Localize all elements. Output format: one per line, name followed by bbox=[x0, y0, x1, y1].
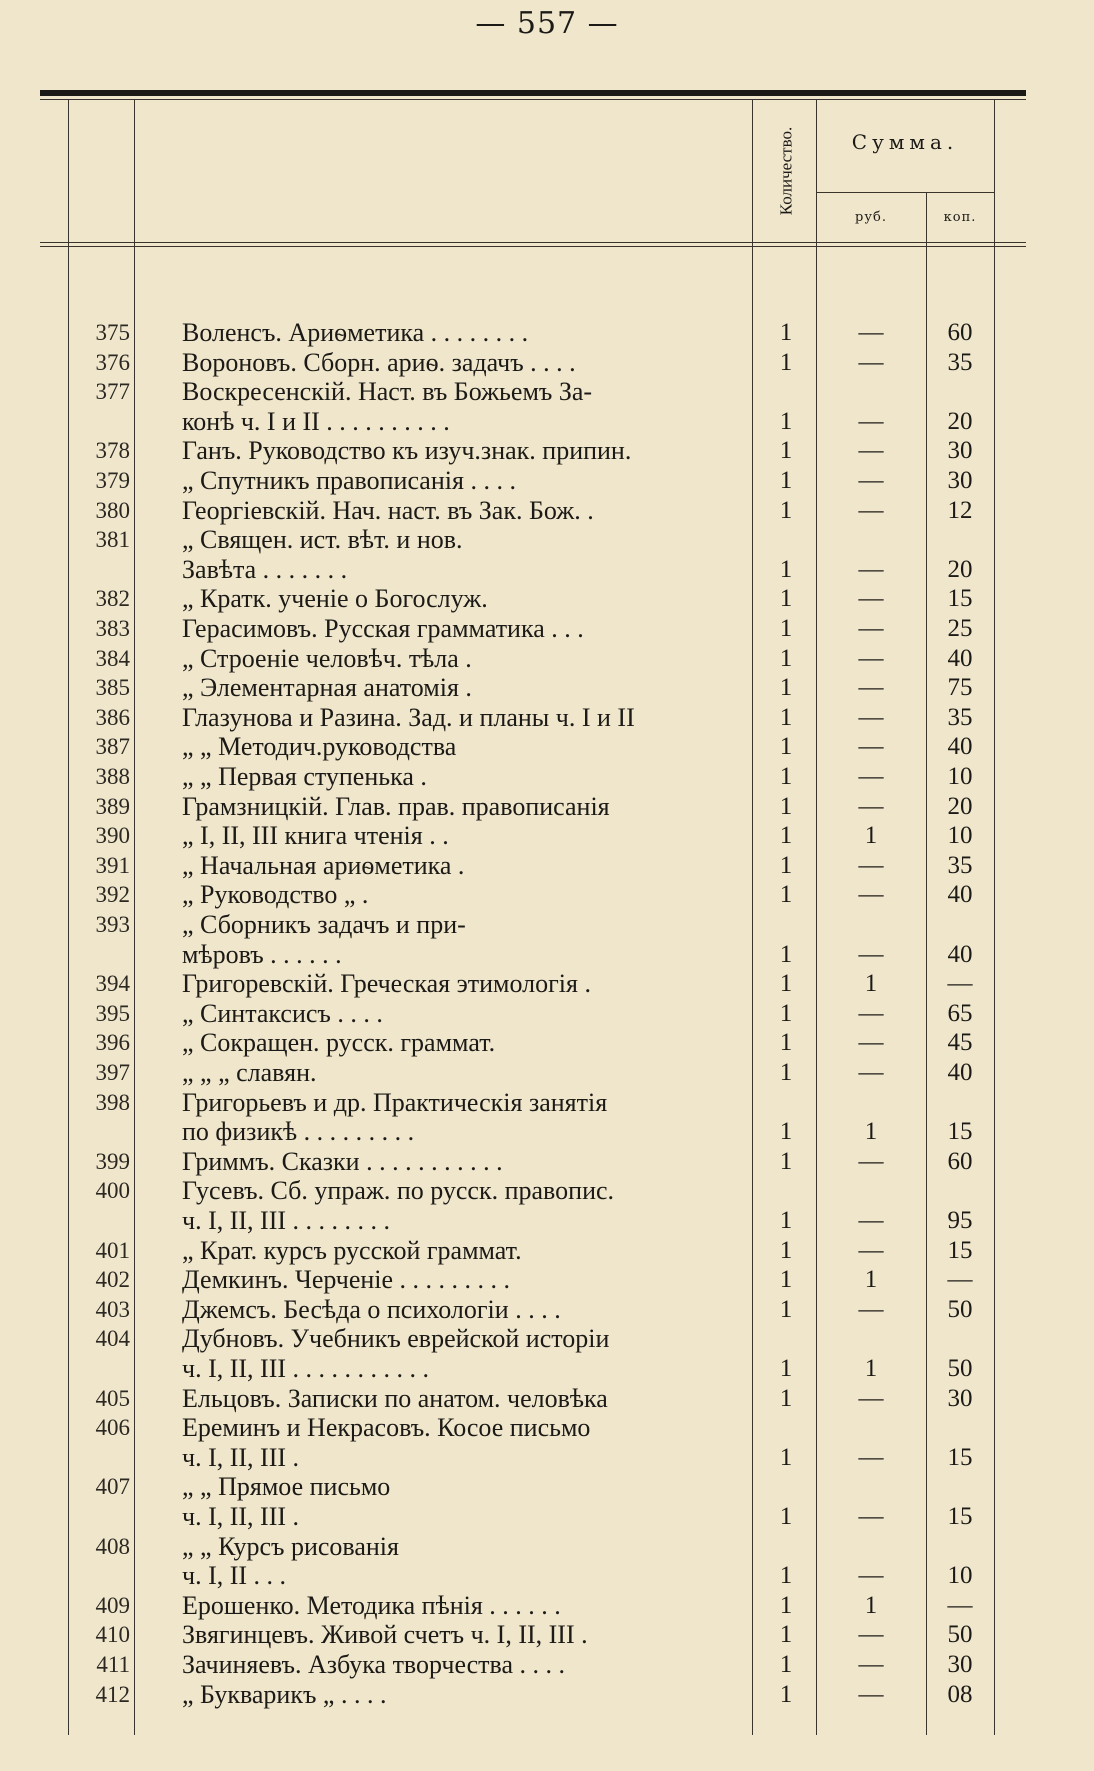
entry-number: 377 bbox=[95, 379, 130, 405]
entry-rub: — bbox=[858, 644, 884, 672]
entry-rub: — bbox=[858, 319, 884, 346]
entry-kop: 40 bbox=[947, 881, 973, 909]
entry-title: Григорьевъ и др. Практическія занятія bbox=[182, 1087, 608, 1117]
entry-kop: 08 bbox=[947, 1680, 973, 1708]
entry-title: „ Крат. курсъ русской граммат. bbox=[182, 1235, 522, 1265]
entry-number: 390 bbox=[95, 823, 130, 849]
catalog-row bbox=[0, 318, 1094, 348]
catalog-row bbox=[0, 1295, 1094, 1325]
entry-title: Григоревскій. Греческая этимологія . bbox=[182, 969, 591, 999]
rub-header: руб. bbox=[855, 210, 887, 225]
entry-rub: — bbox=[858, 733, 884, 761]
entry-rub: — bbox=[858, 615, 884, 642]
entry-rub: 1 bbox=[864, 1591, 878, 1619]
catalog-row bbox=[0, 496, 1094, 526]
entry-number: 388 bbox=[95, 764, 130, 789]
entry-rub: — bbox=[858, 496, 884, 524]
entry-number: 400 bbox=[95, 1178, 130, 1204]
catalog-row bbox=[0, 466, 1094, 496]
entry-quantity: 1 bbox=[779, 1355, 793, 1382]
entry-kop: 65 bbox=[947, 999, 973, 1027]
entry-rub: — bbox=[858, 940, 884, 968]
catalog-row bbox=[0, 1561, 1094, 1591]
catalog-row bbox=[0, 525, 1094, 555]
catalog-row bbox=[0, 1443, 1094, 1473]
entry-kop: 30 bbox=[947, 1651, 973, 1678]
entry-rub: — bbox=[858, 1147, 884, 1175]
entry-kop: 15 bbox=[947, 1236, 973, 1264]
catalog-row bbox=[0, 436, 1094, 466]
entry-title: Воскресенскій. Наст. въ Божьемъ За- bbox=[182, 377, 593, 407]
entry-kop: 30 bbox=[947, 437, 973, 465]
entry-number: 375 bbox=[95, 320, 130, 345]
entry-rub: — bbox=[858, 407, 884, 435]
entry-title: ч. I, II, III . . . . . . . . . . . bbox=[182, 1354, 430, 1383]
entry-kop: 60 bbox=[947, 319, 973, 346]
entry-title: „ „ Методич.руководства bbox=[182, 732, 457, 762]
entry-quantity: 1 bbox=[779, 1651, 793, 1678]
entry-quantity: 1 bbox=[779, 1443, 793, 1471]
entry-title: ч. I, II, III . bbox=[182, 1442, 300, 1472]
entry-title: „ Начальная ариѳметика . bbox=[182, 850, 465, 880]
entry-quantity: 1 bbox=[779, 851, 793, 879]
catalog-row bbox=[0, 999, 1094, 1029]
entry-quantity: 1 bbox=[779, 1029, 793, 1057]
entry-kop: 35 bbox=[947, 851, 973, 879]
catalog-row bbox=[0, 407, 1094, 437]
header-bottom-rule bbox=[40, 242, 1026, 243]
entry-number: 378 bbox=[95, 438, 130, 464]
entry-rub: — bbox=[858, 881, 884, 909]
catalog-row bbox=[0, 1620, 1094, 1650]
catalog-row bbox=[0, 1354, 1094, 1384]
entry-number: 408 bbox=[95, 1533, 130, 1559]
entry-number: 383 bbox=[95, 616, 130, 641]
entry-quantity: 1 bbox=[779, 733, 793, 761]
entry-rub: — bbox=[858, 1295, 884, 1323]
entry-number: 406 bbox=[95, 1415, 130, 1441]
entry-rub: — bbox=[858, 792, 884, 820]
entry-rub: — bbox=[858, 999, 884, 1027]
entry-quantity: 1 bbox=[779, 644, 793, 672]
entry-title: Глазунова и Разина. Зад. и планы ч. I и II bbox=[182, 702, 635, 732]
catalog-row bbox=[0, 1265, 1094, 1295]
entry-number: 396 bbox=[95, 1030, 130, 1056]
entry-quantity: 1 bbox=[779, 999, 793, 1027]
entry-kop: 30 bbox=[947, 1384, 973, 1412]
entry-title: Грамзницкій. Глав. прав. правописанія bbox=[182, 791, 610, 821]
catalog-row bbox=[0, 940, 1094, 970]
entry-title: „ „ Прямое письмо bbox=[182, 1472, 391, 1502]
entry-number: 402 bbox=[95, 1267, 130, 1293]
entry-title: „ I, II, III книга чтенія . . bbox=[182, 821, 449, 851]
entry-rub: — bbox=[858, 348, 884, 376]
entry-kop: 10 bbox=[947, 822, 973, 850]
entry-kop: 20 bbox=[947, 792, 973, 820]
entry-title: Зачиняевъ. Азбука творчества . . . . bbox=[182, 1650, 566, 1679]
top-rule bbox=[40, 90, 1026, 96]
entry-title: Герасимовъ. Русская грамматика . . . bbox=[182, 614, 584, 643]
entry-number: 399 bbox=[95, 1148, 130, 1174]
entry-number: 407 bbox=[95, 1474, 130, 1500]
entry-quantity: 1 bbox=[779, 437, 793, 465]
entry-rub: — bbox=[858, 1443, 884, 1471]
entry-number: 380 bbox=[95, 497, 130, 523]
entry-kop: 40 bbox=[947, 733, 973, 761]
header-top-rule bbox=[40, 99, 1026, 100]
catalog-row bbox=[0, 1502, 1094, 1532]
entry-title: Гусевъ. Сб. упраж. по русск. правопис. bbox=[182, 1176, 615, 1206]
entry-rub: — bbox=[858, 851, 884, 879]
entry-number: 405 bbox=[95, 1385, 130, 1411]
entry-quantity: 1 bbox=[779, 1207, 793, 1234]
entry-title: Ерошенко. Методика пѣнія . . . . . . bbox=[182, 1590, 561, 1620]
catalog-row bbox=[0, 821, 1094, 851]
catalog-row bbox=[0, 1384, 1094, 1414]
entry-rub: — bbox=[858, 763, 884, 790]
entry-title: Ганъ. Руководство къ изуч.знак. припин. bbox=[182, 436, 632, 466]
entry-title: „ Спутникъ правописанія . . . . bbox=[182, 466, 516, 495]
catalog-row bbox=[0, 644, 1094, 674]
entry-rub: — bbox=[858, 1029, 884, 1057]
entry-number: 412 bbox=[95, 1681, 130, 1707]
entry-kop: 45 bbox=[947, 1029, 973, 1057]
catalog-row bbox=[0, 762, 1094, 792]
entry-rub: — bbox=[858, 1207, 884, 1234]
entry-kop: — bbox=[947, 970, 973, 998]
catalog-row bbox=[0, 703, 1094, 733]
entry-number: 395 bbox=[95, 1000, 130, 1026]
entry-title: конѣ ч. I и II . . . . . . . . . . bbox=[182, 406, 450, 436]
entry-kop: 50 bbox=[947, 1355, 973, 1382]
catalog-row bbox=[0, 1413, 1094, 1443]
entry-rub: 1 bbox=[864, 1266, 878, 1294]
entry-quantity: 1 bbox=[779, 585, 793, 613]
entry-title: „ Сокращен. русск. граммат. bbox=[182, 1028, 496, 1058]
entry-kop: 95 bbox=[947, 1207, 973, 1234]
entry-quantity: 1 bbox=[779, 1236, 793, 1264]
entry-quantity: 1 bbox=[779, 1503, 793, 1530]
entry-quantity: 1 bbox=[779, 467, 793, 494]
catalog-row bbox=[0, 673, 1094, 703]
entry-title: Завѣта . . . . . . . bbox=[182, 554, 348, 584]
entry-kop: 35 bbox=[947, 348, 973, 376]
entry-rub: — bbox=[858, 1503, 884, 1530]
catalog-row bbox=[0, 1650, 1094, 1680]
catalog-row bbox=[0, 1147, 1094, 1177]
catalog-row bbox=[0, 1236, 1094, 1266]
entry-quantity: 1 bbox=[779, 822, 793, 850]
catalog-row bbox=[0, 732, 1094, 762]
catalog-row bbox=[0, 1206, 1094, 1236]
catalog-row bbox=[0, 1472, 1094, 1502]
catalog-row bbox=[0, 910, 1094, 940]
entry-rub: 1 bbox=[864, 1118, 878, 1146]
entry-quantity: 1 bbox=[779, 703, 793, 731]
entry-quantity: 1 bbox=[779, 1147, 793, 1175]
entry-quantity: 1 bbox=[779, 615, 793, 642]
entry-kop: 40 bbox=[947, 940, 973, 968]
entry-quantity: 1 bbox=[779, 496, 793, 524]
entry-number: 404 bbox=[95, 1326, 130, 1352]
entry-quantity: 1 bbox=[779, 792, 793, 820]
entry-title: Демкинъ. Черченіе . . . . . . . . . bbox=[182, 1265, 511, 1295]
entry-kop: — bbox=[947, 1266, 973, 1294]
entry-number: 385 bbox=[95, 675, 130, 701]
entry-quantity: 1 bbox=[779, 1562, 793, 1590]
entry-rub: — bbox=[858, 437, 884, 465]
entry-title: „ Сборникъ задачъ и при- bbox=[182, 910, 466, 939]
entry-title: „ Элементарная анатомія . bbox=[182, 673, 472, 703]
entry-number: 389 bbox=[95, 793, 130, 819]
entry-number: 379 bbox=[95, 468, 130, 493]
entry-kop: 10 bbox=[947, 763, 973, 790]
entry-quantity: 1 bbox=[779, 1118, 793, 1146]
entry-rub: — bbox=[858, 1651, 884, 1678]
page-number: — 557 — bbox=[475, 6, 619, 41]
catalog-row bbox=[0, 1058, 1094, 1088]
entry-quantity: 1 bbox=[779, 1384, 793, 1412]
entry-title: ч. I, II, III . bbox=[182, 1502, 300, 1531]
catalog-row bbox=[0, 851, 1094, 881]
entry-quantity: 1 bbox=[779, 1621, 793, 1649]
header-bottom-rule-2 bbox=[40, 246, 1026, 247]
catalog-row bbox=[0, 1680, 1094, 1710]
entry-quantity: 1 bbox=[779, 407, 793, 435]
entry-number: 387 bbox=[95, 734, 130, 760]
entry-number: 391 bbox=[95, 852, 130, 878]
entry-kop: — bbox=[947, 1591, 973, 1619]
quantity-header: Количество. bbox=[776, 126, 796, 216]
sum-subheader-rule bbox=[816, 192, 994, 193]
entry-quantity: 1 bbox=[779, 348, 793, 376]
entry-number: 403 bbox=[95, 1296, 130, 1322]
catalog-row bbox=[0, 1088, 1094, 1118]
entry-number: 409 bbox=[95, 1592, 130, 1618]
sum-header: Сумма. bbox=[851, 130, 959, 154]
entry-quantity: 1 bbox=[779, 1680, 793, 1708]
catalog-row bbox=[0, 880, 1094, 910]
entry-number: 392 bbox=[95, 882, 130, 908]
entry-number: 386 bbox=[95, 704, 130, 730]
entry-quantity: 1 bbox=[779, 881, 793, 909]
entry-quantity: 1 bbox=[779, 319, 793, 346]
entry-kop: 75 bbox=[947, 674, 973, 702]
entry-kop: 60 bbox=[947, 1147, 973, 1175]
catalog-row bbox=[0, 1591, 1094, 1621]
entry-title: Дубновъ. Учебникъ еврейской исторіи bbox=[182, 1324, 610, 1354]
entry-kop: 15 bbox=[947, 585, 973, 613]
entry-rub: — bbox=[858, 1562, 884, 1590]
entry-title: „ Священ. ист. вѣт. и нов. bbox=[182, 525, 463, 555]
entry-kop: 10 bbox=[947, 1562, 973, 1590]
entry-title: „ „ Курсъ рисованія bbox=[182, 1531, 399, 1561]
entry-kop: 15 bbox=[947, 1503, 973, 1530]
entry-rub: 1 bbox=[864, 822, 878, 850]
entry-title: „ „ Первая ступенька . bbox=[182, 762, 427, 791]
entry-number: 376 bbox=[95, 349, 130, 375]
entry-title: „ Руководство „ . bbox=[182, 880, 369, 910]
entry-rub: — bbox=[858, 1680, 884, 1708]
catalog-row bbox=[0, 792, 1094, 822]
entry-title: „ Строеніе человѣч. тѣла . bbox=[182, 643, 472, 673]
entry-number: 401 bbox=[95, 1237, 130, 1263]
entry-kop: 50 bbox=[947, 1295, 973, 1323]
entry-title: ч. I, II, III . . . . . . . . bbox=[182, 1206, 391, 1235]
entry-kop: 25 bbox=[947, 615, 973, 642]
entry-rub: 1 bbox=[864, 970, 878, 998]
catalog-row bbox=[0, 1532, 1094, 1562]
entry-rub: — bbox=[858, 555, 884, 583]
catalog-row bbox=[0, 555, 1094, 585]
entry-quantity: 1 bbox=[779, 940, 793, 968]
entry-rub: 1 bbox=[864, 1355, 878, 1382]
entry-number: 397 bbox=[95, 1060, 130, 1085]
entry-rub: — bbox=[858, 1384, 884, 1412]
entry-title: „ Синтаксисъ . . . . bbox=[182, 998, 383, 1028]
entry-kop: 15 bbox=[947, 1118, 973, 1146]
entry-quantity: 1 bbox=[779, 763, 793, 790]
entry-title: Джемсъ. Бесѣда о психологіи . . . . bbox=[182, 1294, 561, 1324]
entry-title: Ереминъ и Некрасовъ. Косое письмо bbox=[182, 1413, 591, 1443]
catalog-row bbox=[0, 348, 1094, 378]
entry-title: мѣровъ . . . . . . bbox=[182, 939, 342, 969]
entry-kop: 40 bbox=[947, 1059, 973, 1086]
entry-number: 393 bbox=[95, 912, 130, 937]
entry-number: 411 bbox=[96, 1652, 130, 1677]
catalog-row bbox=[0, 377, 1094, 407]
entry-kop: 20 bbox=[947, 555, 973, 583]
entry-number: 381 bbox=[95, 527, 130, 553]
entry-title: Вороновъ. Сборн. ариѳ. задачъ . . . . bbox=[182, 347, 576, 377]
entry-title: „ Кратк. ученіе о Богослуж. bbox=[182, 584, 488, 614]
entry-rub: — bbox=[858, 674, 884, 702]
entry-title: „ Букварикъ „ . . . . bbox=[182, 1679, 387, 1709]
entry-quantity: 1 bbox=[779, 1591, 793, 1619]
entry-title: Ельцовъ. Записки по анатом. человѣка bbox=[182, 1383, 608, 1413]
catalog-row bbox=[0, 1028, 1094, 1058]
entry-rub: — bbox=[858, 703, 884, 731]
entry-rub: — bbox=[858, 1236, 884, 1264]
entry-quantity: 1 bbox=[779, 1295, 793, 1323]
entry-title: по физикѣ . . . . . . . . . bbox=[182, 1117, 415, 1147]
entry-title: Гриммъ. Сказки . . . . . . . . . . . bbox=[182, 1146, 503, 1176]
catalog-row bbox=[0, 614, 1094, 644]
entry-title: Воленсъ. Ариѳметика . . . . . . . . bbox=[182, 318, 529, 347]
catalog-row bbox=[0, 1324, 1094, 1354]
entry-kop: 40 bbox=[947, 644, 973, 672]
entry-quantity: 1 bbox=[779, 1266, 793, 1294]
catalog-row bbox=[0, 1117, 1094, 1147]
entry-number: 398 bbox=[95, 1089, 130, 1115]
entry-kop: 50 bbox=[947, 1621, 973, 1649]
entry-kop: 15 bbox=[947, 1443, 973, 1471]
catalog-row bbox=[0, 584, 1094, 614]
entry-quantity: 1 bbox=[779, 555, 793, 583]
entry-title: Звягинцевъ. Живой счетъ ч. I, II, III . bbox=[182, 1620, 588, 1650]
entry-rub: — bbox=[858, 1621, 884, 1649]
entry-kop: 12 bbox=[947, 496, 973, 524]
entry-number: 410 bbox=[95, 1622, 130, 1648]
entry-quantity: 1 bbox=[779, 1059, 793, 1086]
entry-rub: — bbox=[858, 467, 884, 494]
catalog-row bbox=[0, 969, 1094, 999]
entry-quantity: 1 bbox=[779, 970, 793, 998]
entry-number: 384 bbox=[95, 645, 130, 671]
entry-title: ч. I, II . . . bbox=[182, 1561, 287, 1591]
entry-number: 382 bbox=[95, 586, 130, 612]
entry-title: Георгіевскій. Нач. наст. въ Зак. Бож. . bbox=[182, 495, 594, 525]
entry-rub: — bbox=[858, 585, 884, 613]
entry-kop: 30 bbox=[947, 467, 973, 494]
entry-kop: 35 bbox=[947, 703, 973, 731]
entry-title: „ „ „ славян. bbox=[182, 1058, 317, 1087]
entry-quantity: 1 bbox=[779, 674, 793, 702]
entry-kop: 20 bbox=[947, 407, 973, 435]
kop-header: коп. bbox=[943, 210, 977, 225]
catalog-row bbox=[0, 1176, 1094, 1206]
entry-number: 394 bbox=[95, 971, 130, 997]
entry-rub: — bbox=[858, 1059, 884, 1086]
